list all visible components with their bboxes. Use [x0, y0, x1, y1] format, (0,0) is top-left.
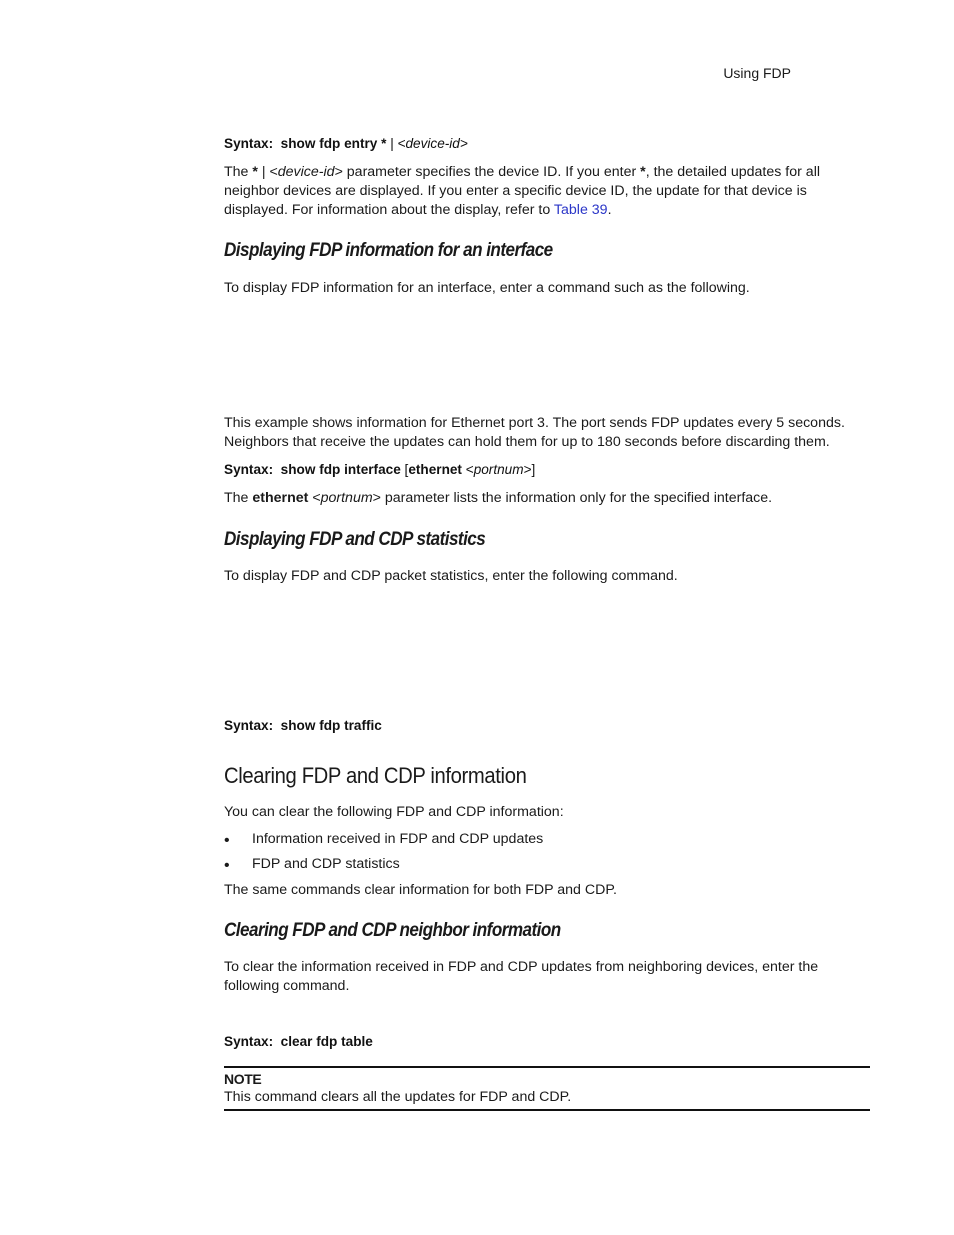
text-italic: portnum	[320, 490, 373, 506]
syntax-command: show fdp entry *	[280, 136, 387, 151]
syntax-clear-fdp-table	[224, 1034, 373, 1049]
text: The	[224, 164, 253, 180]
text-bold: ethernet	[252, 490, 309, 506]
syntax-bracket: >]	[523, 462, 536, 477]
device-id-description	[224, 163, 870, 220]
syntax-param: <device-id>	[397, 136, 468, 151]
bullet-icon: •	[224, 857, 230, 874]
syntax-show-fdp-entry	[224, 136, 468, 151]
syntax-show-fdp-interface	[224, 462, 535, 477]
note-text: This command clears all the updates for FDP and CDP.	[224, 1089, 572, 1105]
heading-clearing-fdp-cdp: Clearing FDP and CDP information	[224, 763, 527, 788]
table-39-link[interactable]: Table 39	[553, 202, 608, 218]
note-top-rule	[224, 1066, 870, 1068]
text: , the detailed updates for all neighbor devices are displayed. If you enter a specific device ID, the update for that device is displayed. For information about the display, refer to	[224, 164, 820, 218]
list-item-text: Information received in FDP and CDP updates	[252, 831, 544, 847]
text: > parameter specifies the device ID. If you enter	[334, 164, 641, 180]
text: The	[224, 490, 253, 506]
text-bold: *	[640, 164, 646, 180]
list-item	[224, 856, 400, 875]
syntax-keyword: ethernet	[408, 462, 462, 477]
syntax-show-fdp-traffic	[224, 718, 382, 733]
syntax-label: Syntax:	[224, 462, 274, 477]
interface-intro: To display FDP information for an interface, enter a command such as the following.	[224, 280, 750, 296]
syntax-command: show fdp interface	[280, 462, 401, 477]
syntax-label: Syntax:	[224, 718, 274, 733]
clear-intro: You can clear the following FDP and CDP information:	[224, 804, 564, 820]
syntax-param: portnum	[473, 462, 524, 477]
note-bottom-rule	[224, 1109, 870, 1111]
syntax-label: Syntax:	[224, 136, 274, 151]
heading-displaying-fdp-interface: Displaying FDP information for an interface	[224, 240, 553, 261]
text: .	[607, 202, 612, 218]
list-item-text: FDP and CDP statistics	[252, 856, 400, 872]
text: <	[308, 490, 321, 506]
note-label: NOTE	[224, 1071, 262, 1087]
syntax-bracket: [	[400, 462, 409, 477]
syntax-command: clear fdp table	[280, 1034, 373, 1049]
stats-intro: To display FDP and CDP packet statistics, enter the following command.	[224, 568, 678, 584]
bullet-icon: •	[224, 832, 230, 849]
text: > parameter lists the information only for the specified interface.	[372, 490, 773, 506]
heading-clearing-neighbor-info: Clearing FDP and CDP neighbor information	[224, 920, 561, 941]
syntax-separator: |	[386, 136, 398, 151]
syntax-command: show fdp traffic	[280, 718, 382, 733]
text-bold: *	[252, 164, 258, 180]
example-description: This example shows information for Ethernet port 3. The port sends FDP updates every 5 seconds. Neighbors that receive the updates can hold them for up to 180 seconds before discarding them.	[224, 415, 845, 450]
syntax-text: <	[461, 462, 474, 477]
running-header: Using FDP	[723, 65, 791, 81]
syntax-label: Syntax:	[224, 1034, 274, 1049]
list-item	[224, 831, 543, 850]
text: | <	[257, 164, 278, 180]
same-commands-note: The same commands clear information for both FDP and CDP.	[224, 882, 617, 898]
ethernet-description	[224, 489, 870, 508]
text-italic: device-id	[277, 164, 335, 180]
heading-displaying-statistics: Displaying FDP and CDP statistics	[224, 529, 486, 550]
neighbor-intro: To clear the information received in FDP and CDP updates from neighboring devices, enter the following command.	[224, 959, 819, 994]
